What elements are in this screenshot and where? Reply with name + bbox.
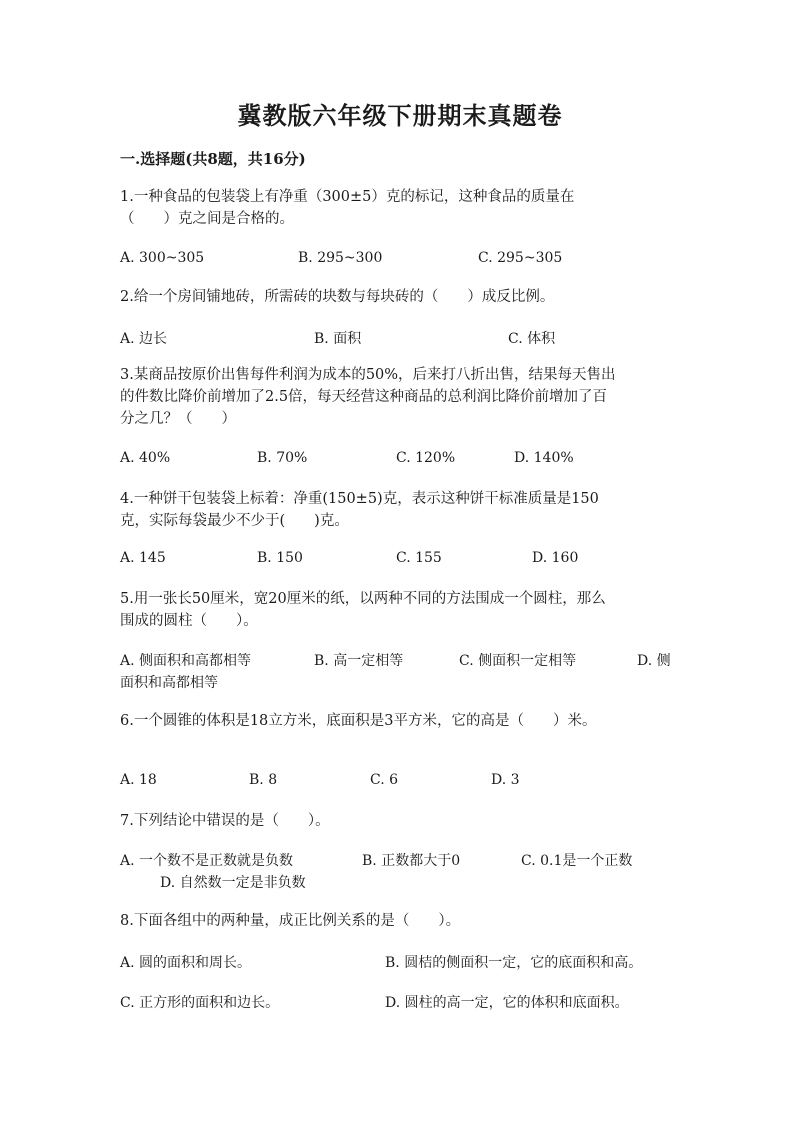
question-3-line-2: 的件数比降价前增加了2.5倍，每天经营这种商品的总利润比降价前增加了百 [120,389,608,405]
section-heading: 一.选择题(共8题，共16分) [120,150,306,168]
question-3-line-1: 3.某商品按原价出售每件利润为成本的50%，后来打八折出售，结果每天售出 [120,367,616,383]
question-3-option-a: A. 40% [120,450,171,466]
question-3-line-3: 分之几？（ ） [120,411,236,427]
question-6-option-d: D. 3 [491,772,520,788]
question-7-option-c: C. 0.1是一个正数 [521,853,633,869]
question-4-option-a: A. 145 [120,550,166,566]
question-2-option-a: A. 边长 [120,331,168,347]
question-4-line-2: 克，实际每袋最少不少于( )克。 [120,513,349,529]
question-5-line-2: 围成的圆柱（ ）。 [120,613,258,629]
question-8-option-d: D. 圆柱的高一定，它的体积和底面积。 [385,995,629,1011]
question-7-option-a: A. 一个数不是正数就是负数 [120,853,294,869]
question-5-option-c: C. 侧面积一定相等 [459,653,577,669]
question-1-line-2: （ ）克之间是合格的。 [120,211,294,227]
question-5-option-a: A. 侧面积和高都相等 [120,653,252,669]
question-8-option-b: B. 圆桔的侧面积一定，它的底面积和高。 [385,955,643,971]
question-3-option-b: B. 70% [257,450,308,466]
question-1-option-a: A. 300~305 [120,250,205,266]
question-7-line-1: 7.下列结论中错误的是（ ）。 [120,813,330,829]
question-8-option-c: C. 正方形的面积和边长。 [120,995,280,1011]
question-1-line-1: 1.一种食品的包装袋上有净重（300±5）克的标记，这种食品的质量在 [120,189,575,205]
question-5-option-d-continued: 面积和高都相等 [120,675,218,691]
question-5-line-1: 5.用一张长50厘米，宽20厘米的纸，以两种不同的方法围成一个圆柱，那么 [120,591,606,607]
question-1-option-c: C. 295~305 [478,250,563,266]
question-2-option-b: B. 面积 [314,331,362,347]
question-4-line-1: 4.一种饼干包装袋上标着：净重(150±5)克，表示这种饼干标准质量是150 [120,491,599,507]
question-4-option-b: B. 150 [257,550,303,566]
question-1-option-b: B. 295~300 [298,250,383,266]
question-7-option-b: B. 正数都大于0 [362,853,461,869]
question-6-option-c: C. 6 [370,772,399,788]
page-title: 冀教版六年级下册期末真题卷 [237,101,563,130]
question-3-option-d: D. 140% [514,450,574,466]
question-8-line-1: 8.下面各组中的两种量，成正比例关系的是（ ）。 [120,913,461,929]
question-6-option-a: A. 18 [120,772,157,788]
question-2-option-c: C. 体积 [508,331,556,347]
question-4-option-c: C. 155 [396,550,442,566]
question-6-option-b: B. 8 [249,772,278,788]
question-3-option-c: C. 120% [396,450,456,466]
question-5-option-b: B. 高一定相等 [314,653,404,669]
question-8-option-a: A. 圆的面积和周长。 [120,955,252,971]
question-6-line-1: 6.一个圆锥的体积是18立方米，底面积是3平方米，它的高是（ ）米。 [120,713,597,729]
question-7-option-d: D. 自然数一定是非负数 [160,875,306,891]
question-2-line-1: 2.给一个房间铺地砖，所需砖的块数与每块砖的（ ）成反比例。 [120,289,555,305]
question-5-option-d: D. 侧 [637,653,671,669]
question-4-option-d: D. 160 [532,550,579,566]
